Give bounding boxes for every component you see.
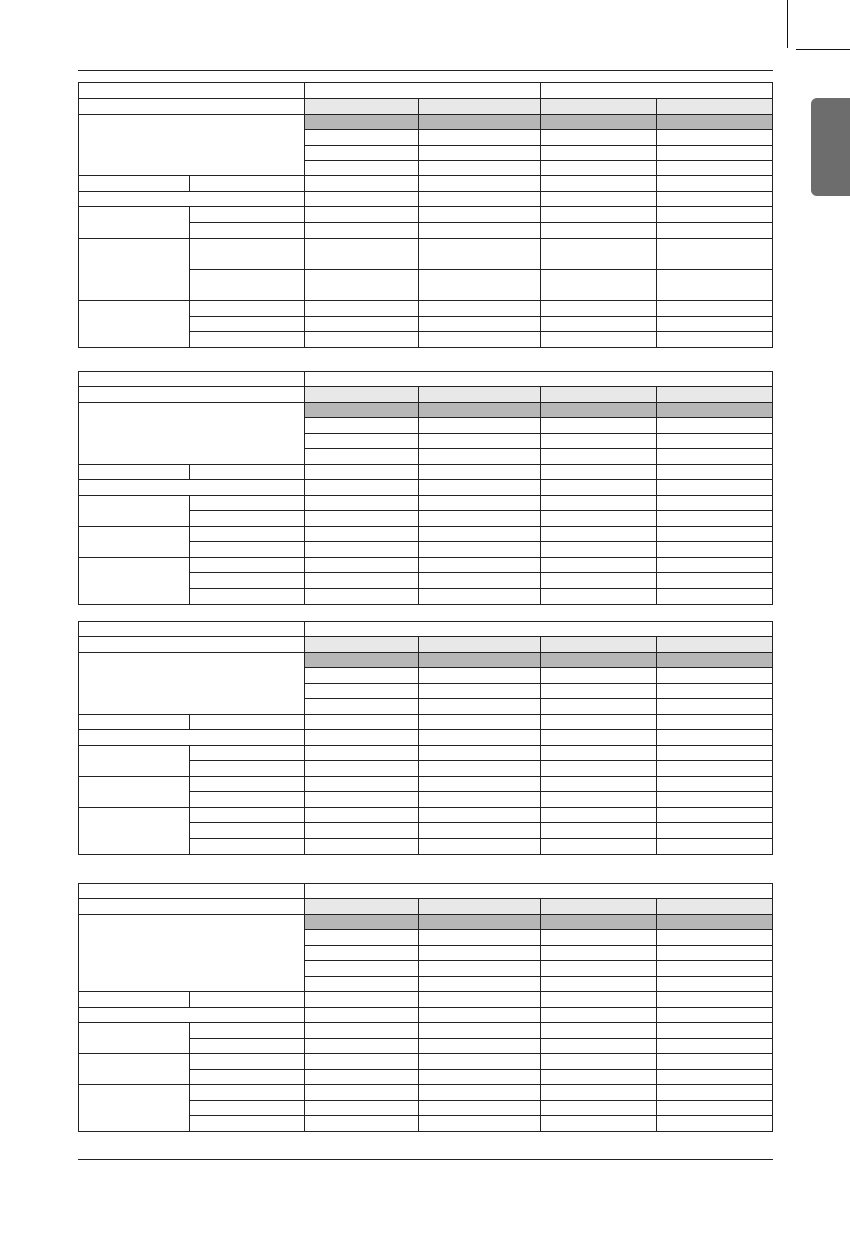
table-cell [79,915,305,992]
table-row [79,730,773,746]
table-row [79,176,773,192]
spec-table-2 [78,371,773,605]
table-row [79,192,773,207]
table-row [79,83,773,99]
table-row [79,1054,773,1070]
table-row [79,1023,773,1039]
table-row [79,99,773,115]
table-row [79,480,773,496]
table-row [79,637,773,653]
table-row [79,496,773,511]
crop-mark-vertical [787,0,788,48]
table-row [79,899,773,915]
model-group-header [541,83,773,99]
table-row [79,915,773,930]
table-row [79,715,773,730]
table-row [79,465,773,480]
table-row [79,207,773,223]
table-cell [79,115,305,176]
model-group-header [305,372,773,387]
table-row [79,558,773,573]
footer-rule [78,1159,773,1160]
table-row [79,115,773,130]
spec-table-1 [78,82,773,348]
spec-table-3 [78,621,773,855]
table-row [79,653,773,668]
table-row [79,239,773,270]
table-row [79,372,773,387]
table-row [79,884,773,899]
crop-mark-horizontal [796,49,850,50]
table-row [79,527,773,542]
model-group-header [305,622,773,637]
spec-table-4 [78,883,773,1132]
table-row [79,992,773,1008]
table-row [79,1008,773,1023]
language-tab [811,98,850,196]
table-row [79,746,773,761]
table-row [79,387,773,403]
table-row [79,301,773,317]
table-row [79,622,773,637]
table-cell [79,403,305,465]
header-rule [78,70,773,71]
model-group-header [305,83,541,99]
table-row [79,808,773,823]
table-row [79,1085,773,1101]
table-row [79,777,773,792]
model-group-header [305,884,773,899]
table-cell [79,653,305,715]
table-row [79,403,773,418]
